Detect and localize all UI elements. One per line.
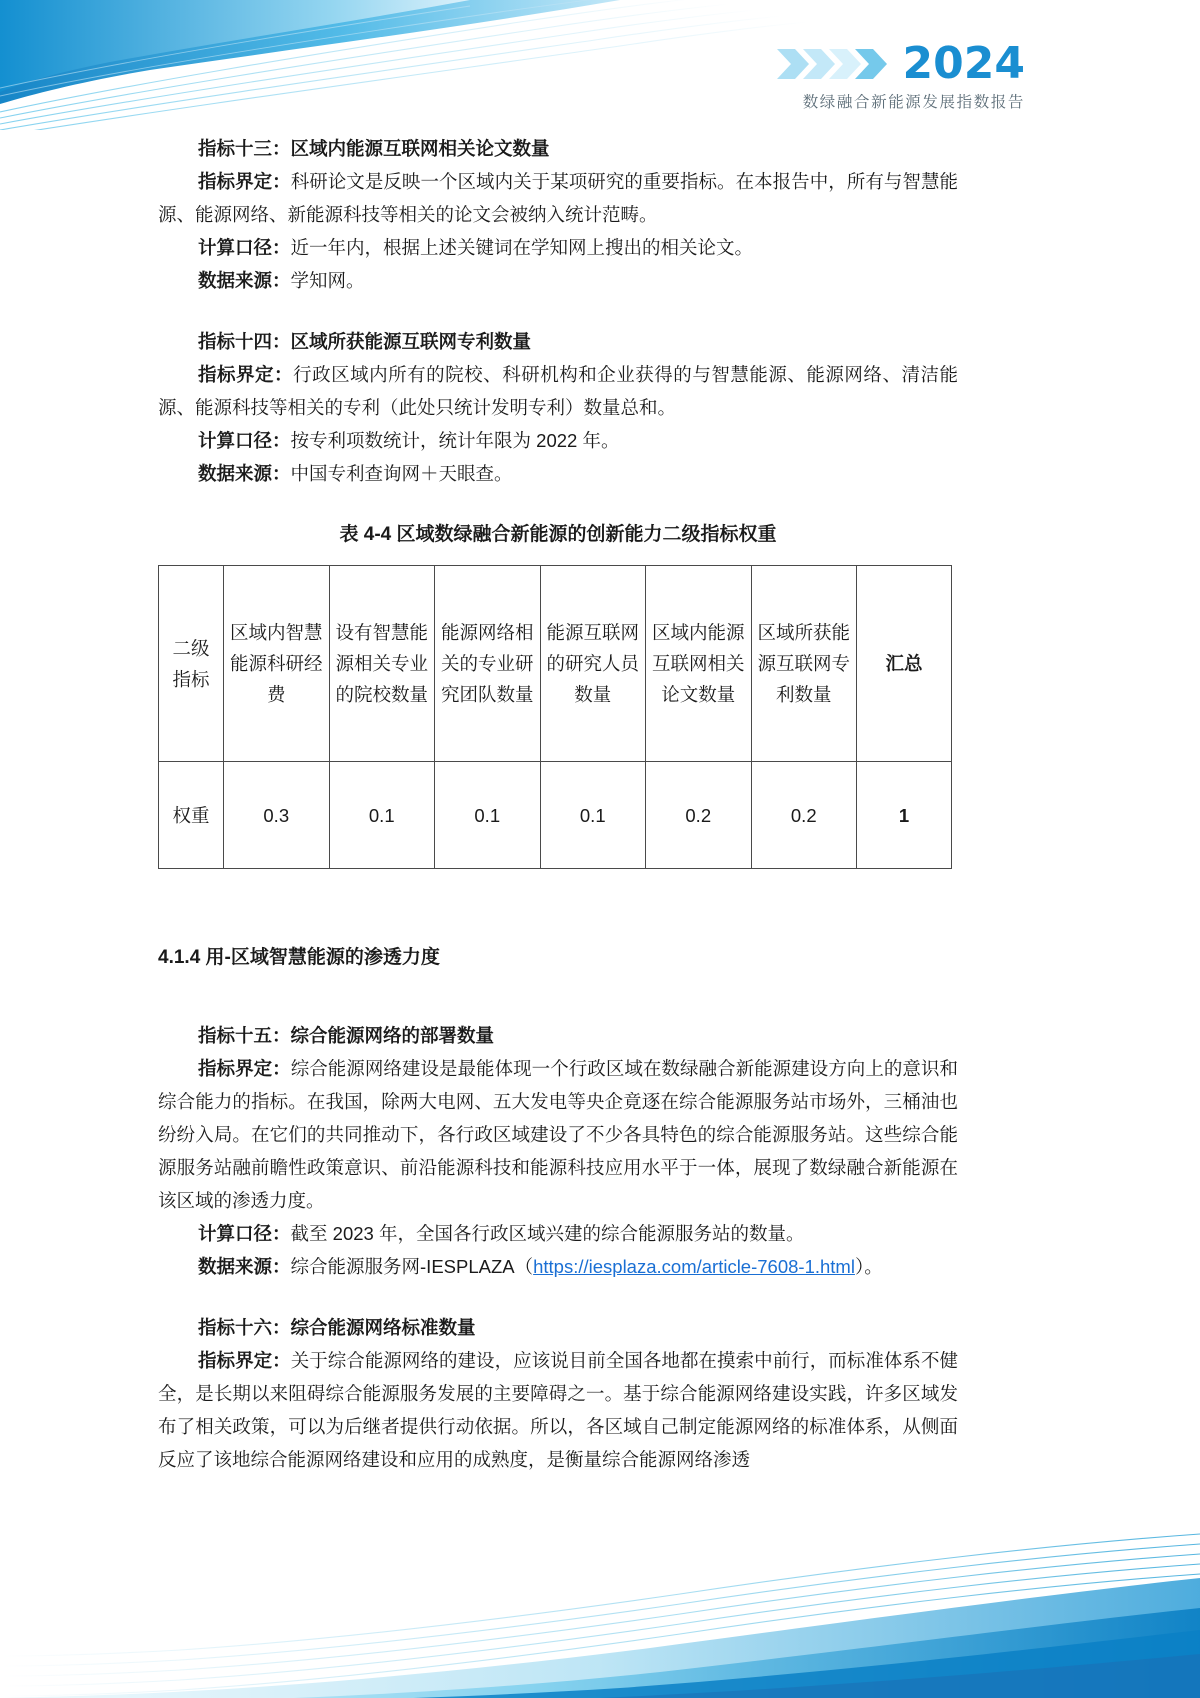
source-label: 数据来源： [198,463,291,484]
row-header-label: 二级指标 [172,637,210,690]
indicator-16-title: 指标十六：综合能源网络标准数量 [198,1317,476,1338]
column-header-5: 区域所获能源互联网专利数量 [751,566,857,762]
indicator-14-source [158,457,958,490]
spacer [158,490,958,518]
method-text: 截至 2023 年，全国各行政区域兴建的综合能源服务站的数量。 [290,1223,805,1244]
method-label: 计算口径： [198,1223,291,1244]
definition-text: 关于综合能源网络的建设，应该说目前全国各地都在摸索中前行，而标准体系不健全，是长期以来阻碍综合能源服务发展的主要障碍之一。基于综合能源网络建设实践，许多区域发布了相关政策，可以为后继者提供行动依据。所以，各区域自己制定能源网络的标准体系，从侧面反应了该地综合能源网络建设和应用的成熟度，是衡量综合能源网络渗透 [158,1350,958,1470]
source-text: 中国专利查询网＋天眼查。 [290,463,513,484]
weight-row-label-text: 权重 [172,804,210,826]
table-row [159,762,952,869]
definition-text: 综合能源网络建设是最能体现一个行政区域在数绿融合新能源建设方向上的意识和综合能力的指标。在我国，除两大电网、五大发电等央企竟逐在综合能源服务站市场外，三桶油也纷纷入局。在它们的共同推动下，各行政区域建设了不少各具特色的综合能源服务站。这些综合能源服务站融前瞻性政策意识、前沿能源科技和能源科技应用水平于一体，展现了数绿融合新能源在该区域的渗透力度。 [158,1058,958,1211]
column-header-1: 设有智慧能源相关专业的院校数量 [329,566,435,762]
indicator-15-method [158,1217,958,1250]
spacer [158,297,958,325]
column-header-3: 能源互联网的研究人员数量 [540,566,646,762]
document-content [158,132,958,1476]
source-link[interactable]: https://iesplaza.com/article-7608-1.html [533,1256,855,1277]
weight-cell-0: 0.3 [224,762,330,869]
indicator-14-title: 指标十四：区域所获能源互联网专利数量 [198,331,532,352]
weight-cell-3: 0.1 [540,762,646,869]
column-header-2: 能源网络相关的专业研究团队数量 [435,566,541,762]
method-text: 按专利项数统计，统计年限为 2022 年。 [290,430,620,451]
definition-text: 科研论文是反映一个区域内关于某项研究的重要指标。在本报告中，所有与智慧能源、能源网络、新能源科技等相关的论文会被纳入统计范畴。 [158,171,958,225]
source-label: 数据来源： [198,270,291,291]
table-caption: 表 4-4 区域数绿融合新能源的创新能力二级指标权重 [339,524,777,545]
section-414-heading: 4.1.4 用-区域智慧能源的渗透力度 [158,947,440,968]
indicator-14-definition [158,358,958,424]
source-prefix: 综合能源服务网-IESPLAZA（ [290,1256,534,1277]
summary-column-header: 汇总 [857,566,952,762]
report-brand [775,38,1025,111]
summary-value-cell: 1 [857,762,952,869]
column-header-0: 区域内智慧能源科研经费 [224,566,330,762]
source-text: 学知网。 [290,270,365,291]
spacer [158,973,958,1019]
column-header-4: 区域内能源互联网相关论文数量 [646,566,752,762]
indicator-13-method [158,231,958,264]
indicator-13-definition [158,165,958,231]
chevrons-right-icon [775,43,893,85]
spacer [158,1283,958,1311]
source-suffix: ）。 [854,1256,883,1277]
definition-label: 指标界定： [198,364,294,385]
weights-table [158,565,952,869]
indicator-16-definition [158,1344,958,1476]
weight-cell-1: 0.1 [329,762,435,869]
source-label: 数据来源： [198,1256,291,1277]
brand-subtitle: 数绿融合新能源发展指数报告 [802,94,1025,111]
weight-cell-2: 0.1 [435,762,541,869]
table-corner-header [159,566,224,762]
weight-cell-4: 0.2 [646,762,752,869]
method-label: 计算口径： [198,237,291,258]
spacer [158,869,958,915]
indicator-15-definition [158,1052,958,1217]
indicator-15-source [158,1250,958,1283]
weight-cell-5: 0.2 [751,762,857,869]
footer-decoration [0,1448,1200,1698]
definition-label: 指标界定： [198,1350,291,1371]
table-header-row [159,566,952,762]
definition-text: 行政区域内所有的院校、科研机构和企业获得的与智慧能源、能源网络、清洁能源、能源科技等相关的专利（此处只统计发明专利）数量总和。 [158,364,958,418]
indicator-15-title: 指标十五：综合能源网络的部署数量 [198,1025,495,1046]
method-label: 计算口径： [198,430,291,451]
brand-title-row [775,38,1025,89]
brand-year: 2024 [902,38,1025,89]
indicator-14-method [158,424,958,457]
definition-label: 指标界定： [198,171,291,192]
indicator-13-title: 指标十三：区域内能源互联网相关论文数量 [198,138,550,159]
method-text: 近一年内，根据上述关键词在学知网上搜出的相关论文。 [290,237,754,258]
weight-row-label [159,762,224,869]
spacer [158,915,958,943]
definition-label: 指标界定： [198,1058,291,1079]
indicator-13-source [158,264,958,297]
